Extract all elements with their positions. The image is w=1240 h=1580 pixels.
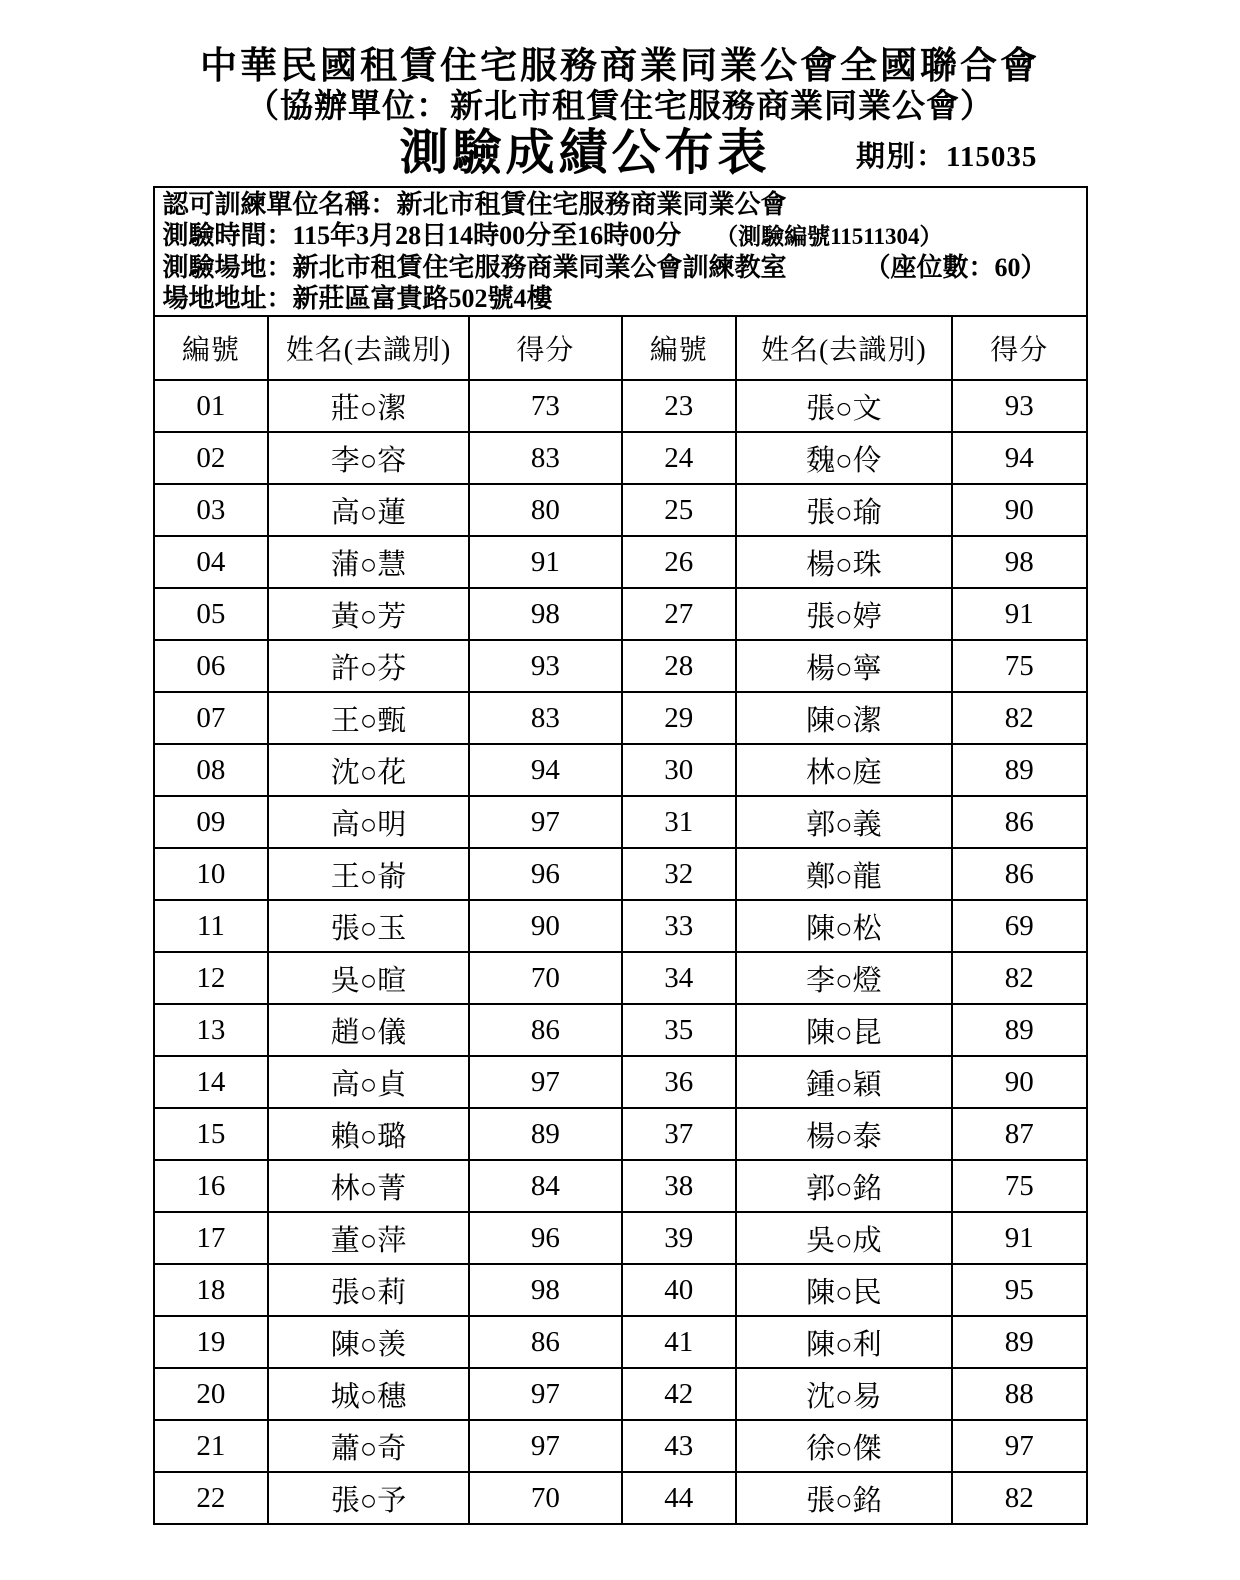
name-cell: 張○婷 xyxy=(736,588,952,640)
entry-number-cell: 23 xyxy=(622,380,736,432)
name-cell: 陳○松 xyxy=(736,900,952,952)
table-row xyxy=(154,796,1087,848)
entry-number-cell: 14 xyxy=(154,1056,269,1108)
table-row xyxy=(154,848,1087,900)
entry-number-cell: 24 xyxy=(622,432,736,484)
col-header-score-left: 得分 xyxy=(469,316,622,380)
entry-number-cell: 35 xyxy=(622,1004,736,1056)
name-cell: 沈○易 xyxy=(736,1368,952,1420)
score-cell: 73 xyxy=(469,380,622,432)
table-row xyxy=(154,1108,1087,1160)
score-cell: 95 xyxy=(952,1264,1086,1316)
name-cell: 徐○傑 xyxy=(736,1420,952,1472)
name-cell: 李○容 xyxy=(268,432,469,484)
entry-number-cell: 07 xyxy=(154,692,269,744)
name-cell: 林○菁 xyxy=(268,1160,469,1212)
table-row xyxy=(154,900,1087,952)
col-header-entry-no-left: 編號 xyxy=(154,316,269,380)
name-cell: 林○庭 xyxy=(736,744,952,796)
entry-number-cell: 31 xyxy=(622,796,736,848)
score-cell: 86 xyxy=(469,1004,622,1056)
name-cell: 鍾○穎 xyxy=(736,1056,952,1108)
score-cell: 97 xyxy=(469,1056,622,1108)
entry-number-cell: 38 xyxy=(622,1160,736,1212)
name-cell: 楊○珠 xyxy=(736,536,952,588)
name-cell: 高○明 xyxy=(268,796,469,848)
score-cell: 97 xyxy=(469,1368,622,1420)
score-cell: 89 xyxy=(952,1316,1086,1368)
name-cell: 吳○暄 xyxy=(268,952,469,1004)
score-cell: 91 xyxy=(469,536,622,588)
name-cell: 李○燈 xyxy=(736,952,952,1004)
score-cell: 94 xyxy=(469,744,622,796)
entry-number-cell: 18 xyxy=(154,1264,269,1316)
entry-number-cell: 21 xyxy=(154,1420,269,1472)
name-cell: 高○蓮 xyxy=(268,484,469,536)
table-row xyxy=(154,640,1087,692)
address-line: 場地地址：新莊區富貴路502號4樓 xyxy=(162,284,553,313)
score-cell: 75 xyxy=(952,640,1086,692)
table-row xyxy=(154,1056,1087,1108)
score-cell: 98 xyxy=(952,536,1086,588)
name-cell: 楊○泰 xyxy=(736,1108,952,1160)
entry-number-cell: 27 xyxy=(622,588,736,640)
name-cell: 鄭○龍 xyxy=(736,848,952,900)
score-cell: 98 xyxy=(469,1264,622,1316)
entry-number-cell: 12 xyxy=(154,952,269,1004)
score-cell: 83 xyxy=(469,432,622,484)
entry-number-cell: 15 xyxy=(154,1108,269,1160)
entry-number-cell: 01 xyxy=(154,380,269,432)
table-row xyxy=(154,744,1087,796)
name-cell: 吳○成 xyxy=(736,1212,952,1264)
score-cell: 94 xyxy=(952,432,1086,484)
entry-number-cell: 02 xyxy=(154,432,269,484)
name-cell: 莊○潔 xyxy=(268,380,469,432)
test-time-text: 測驗時間：115年3月28日14時00分至16時00分 xyxy=(162,221,682,250)
col-header-score-right: 得分 xyxy=(952,316,1086,380)
name-cell: 張○文 xyxy=(736,380,952,432)
score-cell: 96 xyxy=(469,1212,622,1264)
score-cell: 97 xyxy=(469,796,622,848)
name-cell: 張○瑜 xyxy=(736,484,952,536)
col-header-name-right: 姓名(去識別) xyxy=(736,316,952,380)
score-cell: 93 xyxy=(469,640,622,692)
entry-number-cell: 13 xyxy=(154,1004,269,1056)
entry-number-cell: 22 xyxy=(154,1472,269,1524)
name-cell: 高○貞 xyxy=(268,1056,469,1108)
entry-number-cell: 05 xyxy=(154,588,269,640)
exam-info-box xyxy=(153,186,1088,317)
venue-line xyxy=(163,252,1078,283)
score-cell: 83 xyxy=(469,692,622,744)
table-row xyxy=(154,588,1087,640)
organization-title: 中華民國租賃住宅服務商業同業公會全國聯合會 xyxy=(200,46,1040,87)
name-cell: 陳○民 xyxy=(736,1264,952,1316)
name-cell: 楊○寧 xyxy=(736,640,952,692)
entry-number-cell: 34 xyxy=(622,952,736,1004)
entry-number-cell: 08 xyxy=(154,744,269,796)
col-header-entry-no-right: 編號 xyxy=(622,316,736,380)
entry-number-cell: 30 xyxy=(622,744,736,796)
score-cell: 86 xyxy=(469,1316,622,1368)
score-cell: 82 xyxy=(952,692,1086,744)
score-cell: 90 xyxy=(952,1056,1086,1108)
score-cell: 86 xyxy=(952,796,1086,848)
table-row xyxy=(154,1472,1087,1524)
score-cell: 70 xyxy=(469,1472,622,1524)
entry-number-cell: 37 xyxy=(622,1108,736,1160)
entry-number-cell: 28 xyxy=(622,640,736,692)
seat-count-note: （座位數：60） xyxy=(864,253,1047,282)
name-cell: 許○芬 xyxy=(268,640,469,692)
score-cell: 97 xyxy=(952,1420,1086,1472)
name-cell: 郭○義 xyxy=(736,796,952,848)
entry-number-cell: 11 xyxy=(154,900,269,952)
name-cell: 陳○羡 xyxy=(268,1316,469,1368)
name-cell: 魏○伶 xyxy=(736,432,952,484)
name-cell: 趙○儀 xyxy=(268,1004,469,1056)
score-cell: 98 xyxy=(469,588,622,640)
table-row xyxy=(154,1160,1087,1212)
score-cell: 91 xyxy=(952,1212,1086,1264)
name-cell: 蒲○慧 xyxy=(268,536,469,588)
entry-number-cell: 17 xyxy=(154,1212,269,1264)
entry-number-cell: 04 xyxy=(154,536,269,588)
score-cell: 93 xyxy=(952,380,1086,432)
score-cell: 84 xyxy=(469,1160,622,1212)
table-row xyxy=(154,1004,1087,1056)
co-organizer-line: （協辦單位：新北市租賃住宅服務商業同業公會） xyxy=(246,89,994,125)
title-row xyxy=(0,126,1240,180)
name-cell: 張○銘 xyxy=(736,1472,952,1524)
score-cell: 90 xyxy=(952,484,1086,536)
entry-number-cell: 25 xyxy=(622,484,736,536)
score-table-body xyxy=(154,380,1087,1524)
name-cell: 董○萍 xyxy=(268,1212,469,1264)
name-cell: 張○予 xyxy=(268,1472,469,1524)
name-cell: 張○莉 xyxy=(268,1264,469,1316)
table-row xyxy=(154,952,1087,1004)
entry-number-cell: 44 xyxy=(622,1472,736,1524)
entry-number-cell: 20 xyxy=(154,1368,269,1420)
score-cell: 97 xyxy=(469,1420,622,1472)
score-cell: 69 xyxy=(952,900,1086,952)
period-label: 期別：115035 xyxy=(856,141,1038,173)
name-cell: 陳○利 xyxy=(736,1316,952,1368)
table-row xyxy=(154,1212,1087,1264)
table-row xyxy=(154,536,1087,588)
document-title: 測驗成績公布表 xyxy=(399,125,771,180)
entry-number-cell: 42 xyxy=(622,1368,736,1420)
score-cell: 86 xyxy=(952,848,1086,900)
score-cell: 70 xyxy=(469,952,622,1004)
score-cell: 89 xyxy=(469,1108,622,1160)
table-row xyxy=(154,1264,1087,1316)
entry-number-cell: 36 xyxy=(622,1056,736,1108)
score-cell: 82 xyxy=(952,952,1086,1004)
table-header-row xyxy=(154,316,1087,380)
score-table xyxy=(153,315,1088,1525)
entry-number-cell: 33 xyxy=(622,900,736,952)
entry-number-cell: 41 xyxy=(622,1316,736,1368)
name-cell: 王○甄 xyxy=(268,692,469,744)
score-cell: 90 xyxy=(469,900,622,952)
score-cell: 96 xyxy=(469,848,622,900)
table-row xyxy=(154,484,1087,536)
entry-number-cell: 29 xyxy=(622,692,736,744)
table-row xyxy=(154,1368,1087,1420)
name-cell: 郭○銘 xyxy=(736,1160,952,1212)
table-row xyxy=(154,1420,1087,1472)
entry-number-cell: 06 xyxy=(154,640,269,692)
table-row xyxy=(154,432,1087,484)
name-cell: 張○玉 xyxy=(268,900,469,952)
score-cell: 88 xyxy=(952,1368,1086,1420)
entry-number-cell: 40 xyxy=(622,1264,736,1316)
name-cell: 蕭○奇 xyxy=(268,1420,469,1472)
name-cell: 陳○昆 xyxy=(736,1004,952,1056)
name-cell: 黃○芳 xyxy=(268,588,469,640)
entry-number-cell: 19 xyxy=(154,1316,269,1368)
name-cell: 陳○潔 xyxy=(736,692,952,744)
score-cell: 89 xyxy=(952,744,1086,796)
entry-number-cell: 03 xyxy=(154,484,269,536)
entry-number-cell: 39 xyxy=(622,1212,736,1264)
entry-number-cell: 16 xyxy=(154,1160,269,1212)
score-cell: 80 xyxy=(469,484,622,536)
score-cell: 89 xyxy=(952,1004,1086,1056)
col-header-name-left: 姓名(去識別) xyxy=(268,316,469,380)
entry-number-cell: 09 xyxy=(154,796,269,848)
table-row xyxy=(154,1316,1087,1368)
entry-number-cell: 26 xyxy=(622,536,736,588)
score-cell: 82 xyxy=(952,1472,1086,1524)
name-cell: 城○穗 xyxy=(268,1368,469,1420)
score-cell: 91 xyxy=(952,588,1086,640)
training-unit-line: 認可訓練單位名稱：新北市租賃住宅服務商業同業公會 xyxy=(162,190,787,219)
entry-number-cell: 10 xyxy=(154,848,269,900)
entry-number-cell: 43 xyxy=(622,1420,736,1472)
test-time-line xyxy=(163,220,1078,252)
name-cell: 沈○花 xyxy=(268,744,469,796)
venue-text: 測驗場地：新北市租賃住宅服務商業同業公會訓練教室 xyxy=(162,253,787,282)
table-row xyxy=(154,692,1087,744)
document-header xyxy=(0,0,1240,180)
score-cell: 75 xyxy=(952,1160,1086,1212)
test-number-note: （測驗編號11511304） xyxy=(715,224,943,249)
entry-number-cell: 32 xyxy=(622,848,736,900)
score-cell: 87 xyxy=(952,1108,1086,1160)
name-cell: 王○嵛 xyxy=(268,848,469,900)
name-cell: 賴○璐 xyxy=(268,1108,469,1160)
table-row xyxy=(154,380,1087,432)
